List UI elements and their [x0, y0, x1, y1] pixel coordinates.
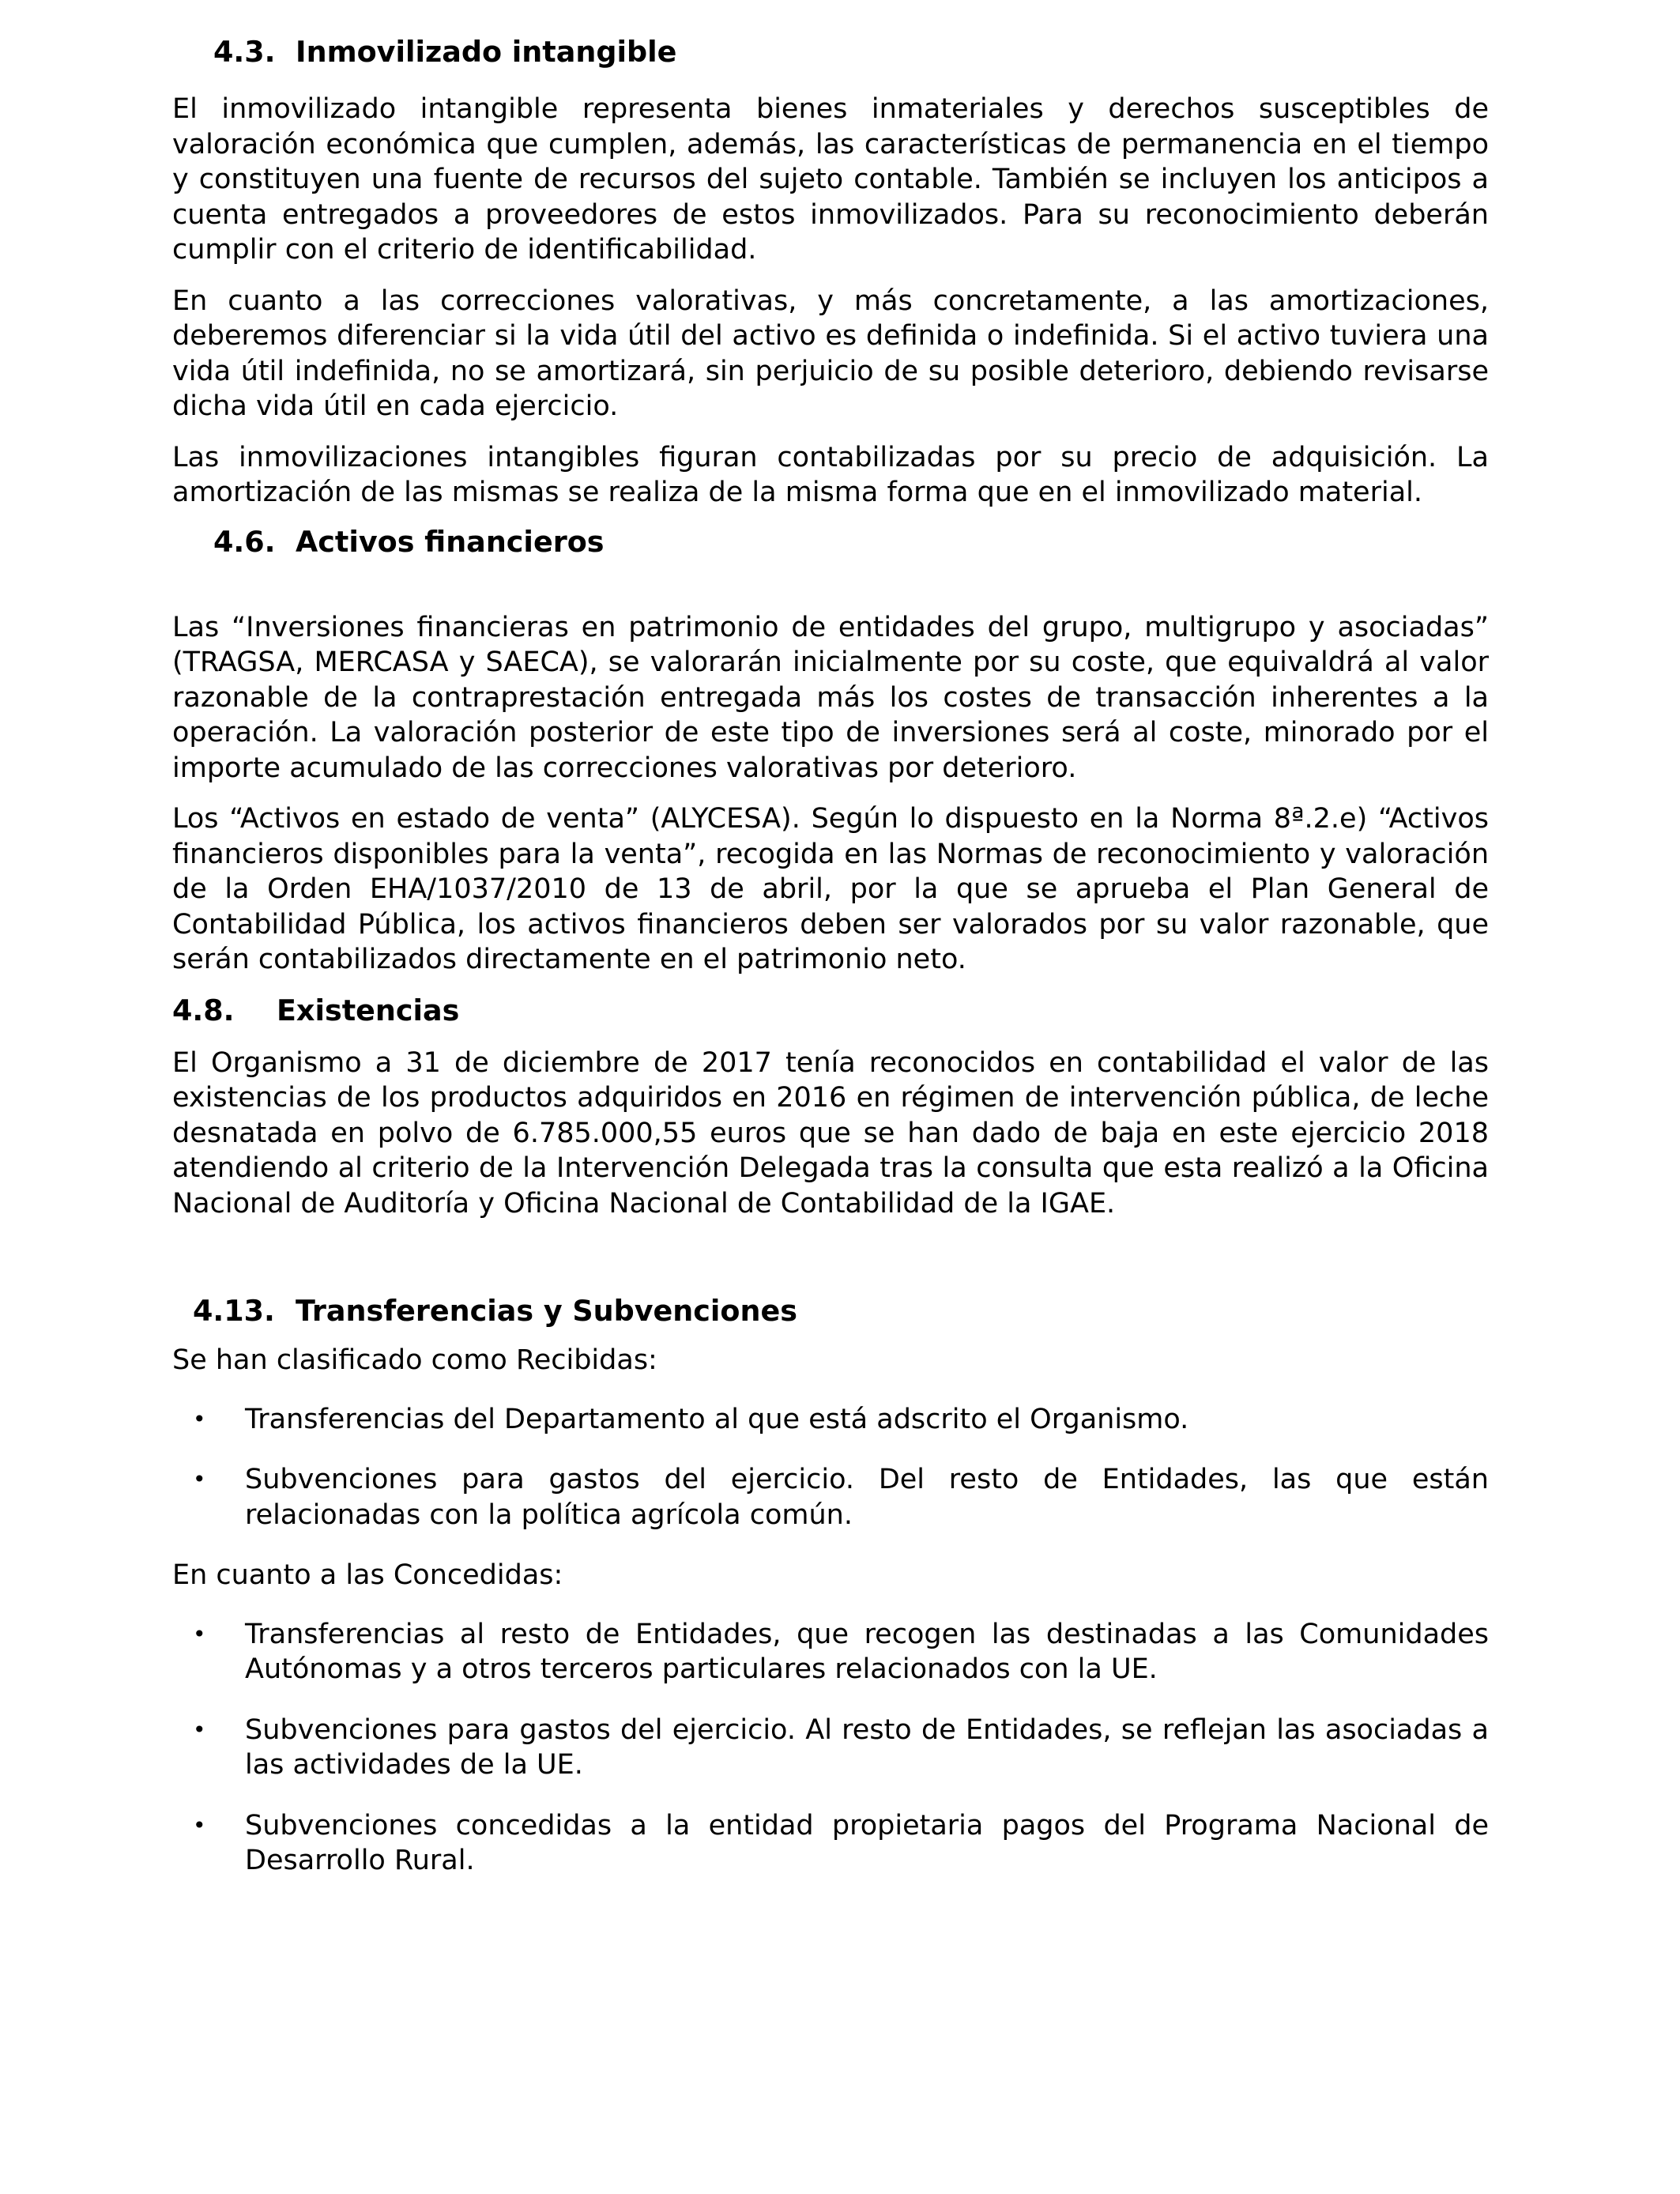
list-item — [172, 1713, 1489, 1783]
section-heading-4-6 — [172, 525, 1489, 560]
paragraph: Los “Activos en estado de venta” (ALYCESA). Según lo dispuesto en la Norma 8ª.2.e) “Activos financieros disponibles para la venta”, recogida en las Normas de reconocimiento y valoración de la Orden EHA/1037/2010 de 13 de abril, por la que se aprueba el Plan General de Contabilidad Pública, los activos financieros deben ser valorados por su valor razonable, que serán contabilizados directamente en el patrimonio neto. — [172, 803, 1489, 975]
section-title: Transferencias y Subvenciones — [296, 1294, 797, 1328]
paragraph: El Organismo a 31 de diciembre de 2017 tenía reconocidos en contabilidad el valor de las existencias de los productos adquiridos en 2016 en régimen de intervención pública, de leche desnatada en polvo de 6.785.000,55 euros que se han dado de baja en este ejercicio 2018 atendiendo al criterio de la Intervención Delegada tras la consulta que esta realizó a la Oficina Nacional de Auditoría y Oficina Nacional de Contabilidad de la IGAE. — [172, 1046, 1489, 1220]
list-item-text: Subvenciones para gastos del ejercicio. Al resto de Entidades, se reflejan las asociadas a las actividades de la UE. — [245, 1713, 1489, 1781]
section-number: 4.3. — [213, 35, 276, 69]
section-heading-4-8 — [172, 993, 1489, 1028]
section-number: 4.8. — [172, 993, 235, 1027]
bullet-icon: • — [193, 1620, 206, 1647]
section-number: 4.13. — [193, 1294, 275, 1328]
list-item — [172, 1462, 1489, 1532]
granted-list — [172, 1617, 1489, 1879]
received-intro: Se han clasificado como Recibidas: — [172, 1344, 657, 1376]
bullet-icon: • — [193, 1405, 206, 1432]
list-item — [172, 1402, 1489, 1438]
paragraph: En cuanto a las correcciones valorativas, y más concretamente, a las amortizaciones, deberemos diferenciar si la vida útil del activo es definida o indefinida. Si el activo tuviera una vida útil indefinida, no se amortizará, sin perjuicio de su posible deterioro, debiendo revisarse dicha vida útil en cada ejercicio. — [172, 285, 1489, 422]
section-title: Existencias — [277, 993, 460, 1027]
list-item-text: Subvenciones concedidas a la entidad propietaria pagos del Programa Nacional de Desarrollo Rural. — [245, 1809, 1489, 1876]
received-list — [172, 1402, 1489, 1533]
list-item-text: Transferencias al resto de Entidades, que recogen las destinadas a las Comunidades Autónomas y a otros terceros particulares relacionados con la UE. — [245, 1618, 1489, 1685]
paragraph: Las “Inversiones financieras en patrimonio de entidades del grupo, multigrupo y asociadas” (TRAGSA, MERCASA y SAECA), se valorarán inicialmente por su coste, que equivaldrá al valor razonable de la contraprestación entregada más los costes de transacción inherentes a la operación. La valoración posterior de este tipo de inversiones será al coste, minorado por el importe acumulado de las correcciones valorativas por deterioro. — [172, 611, 1489, 784]
list-item — [172, 1808, 1489, 1879]
list-item-text: Subvenciones para gastos del ejercicio. Del resto de Entidades, las que están relacionadas con la política agrícola común. — [245, 1464, 1489, 1531]
section-title: Inmovilizado intangible — [296, 35, 677, 69]
bullet-icon: • — [193, 1466, 206, 1492]
section-heading-4-3 — [172, 35, 1489, 70]
granted-intro: En cuanto a las Concedidas: — [172, 1559, 563, 1591]
paragraph: El inmovilizado intangible representa bienes inmateriales y derechos susceptibles de valoración económica que cumplen, además, las características de permanencia en el tiempo y constituyen una fuente de recursos del sujeto contable. También se incluyen los anticipos a cuenta entregados a proveedores de estos inmovilizados. Para su reconocimiento deberán cumplir con el criterio de identificabilidad. — [172, 93, 1489, 266]
bullet-icon: • — [193, 1716, 206, 1743]
section-heading-4-13 — [172, 1294, 1489, 1329]
paragraph: Las inmovilizaciones intangibles figuran contabilizadas por su precio de adquisición. La amortización de las mismas se realiza de la misma forma que en el inmovilizado material. — [172, 441, 1489, 508]
bullet-icon: • — [193, 1811, 206, 1838]
list-item — [172, 1617, 1489, 1687]
section-number: 4.6. — [213, 524, 276, 559]
list-item-text: Transferencias del Departamento al que está adscrito el Organismo. — [245, 1403, 1189, 1435]
document-page — [172, 32, 1489, 1879]
section-title: Activos financieros — [296, 524, 605, 559]
